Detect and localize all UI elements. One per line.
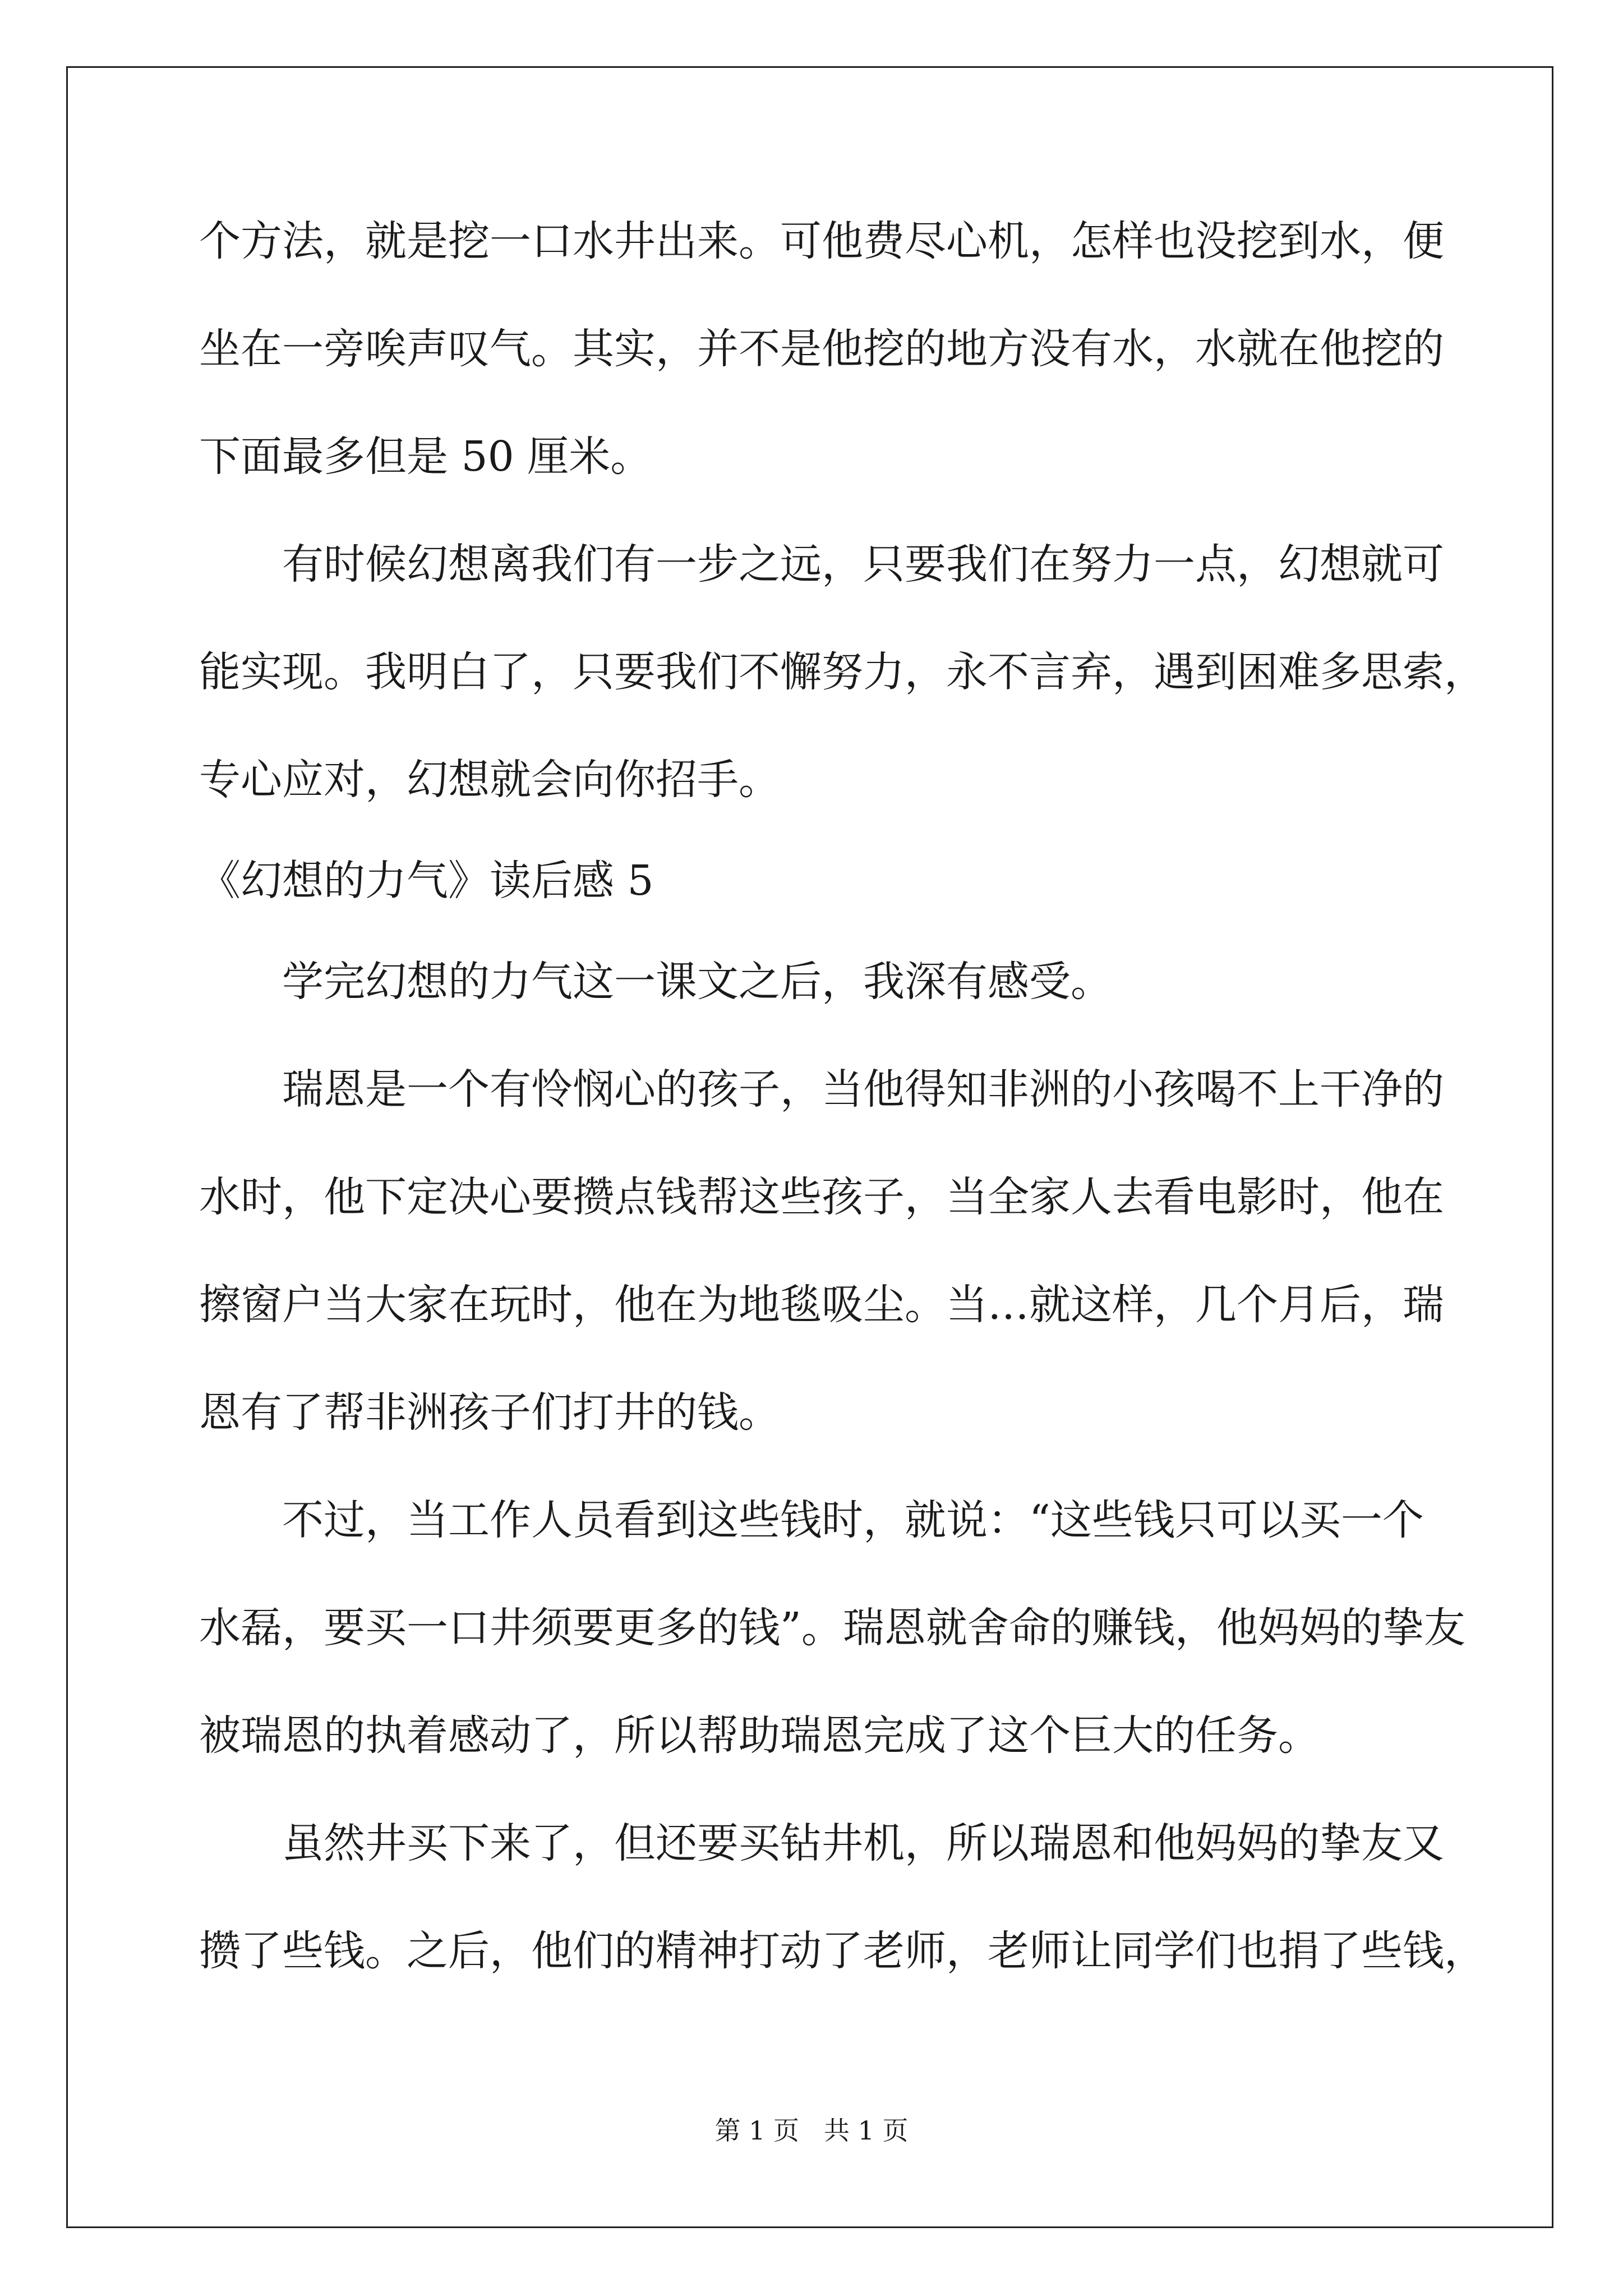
text-line: 下面最多但是 50 厘米。 xyxy=(199,432,652,481)
paragraph-start-line: 有时候幻想离我们有一步之远，只要我们在努力一点，幻想就可 xyxy=(282,540,1444,588)
text-line: 个方法，就是挖一口水井出来。可他费尽心机，怎样也没挖到水，便 xyxy=(199,217,1444,265)
text-line: 攒了些钱。之后，他们的精神打动了老师，老师让同学们也捐了些钱， xyxy=(199,1927,1486,1975)
text-line: 专心应对，幻想就会向你招手。 xyxy=(199,756,780,804)
paragraph-start-line: 虽然井买下来了，但还要买钻井机，所以瑞恩和他妈妈的挚友又 xyxy=(282,1819,1444,1867)
page-footer xyxy=(0,2114,1623,2147)
paragraph-start-line: 瑞恩是一个有怜悯心的孩子，当他得知非洲的小孩喝不上干净的 xyxy=(282,1065,1444,1114)
text-line: 被瑞恩的执着感动了，所以帮助瑞恩完成了这个巨大的任务。 xyxy=(199,1711,1320,1760)
text-line: 擦窗户当大家在玩时，他在为地毯吸尘。当…就这样，几个月后，瑞 xyxy=(199,1281,1444,1329)
text-line: 水磊，要买一口井须要更多的钱”。瑞恩就舍命的赚钱，他妈妈的挚友 xyxy=(199,1604,1465,1652)
text-line: 水时，他下定决心要攒点钱帮这些孩子，当全家人去看电影时，他在 xyxy=(199,1173,1444,1221)
page-border xyxy=(66,66,1553,2228)
paragraph-start-line: 不过，当工作人员看到这些钱时，就说：“这些钱只可以买一个 xyxy=(282,1496,1424,1544)
paragraph-start-line: 学完幻想的力气这一课文之后，我深有感受。 xyxy=(282,958,1112,1006)
text-line: 恩有了帮非洲孩子们打井的钱。 xyxy=(199,1388,780,1437)
section-title: 《幻想的力气》读后感 5 xyxy=(199,857,654,905)
page-number: 第 1 页 xyxy=(714,2115,799,2146)
page-total: 共 1 页 xyxy=(824,2115,909,2146)
text-line: 能实现。我明白了，只要我们不懈努力，永不言弃，遇到困难多思索， xyxy=(199,648,1486,696)
text-line: 坐在一旁唉声叹气。其实，并不是他挖的地方没有水，水就在他挖的 xyxy=(199,325,1444,373)
